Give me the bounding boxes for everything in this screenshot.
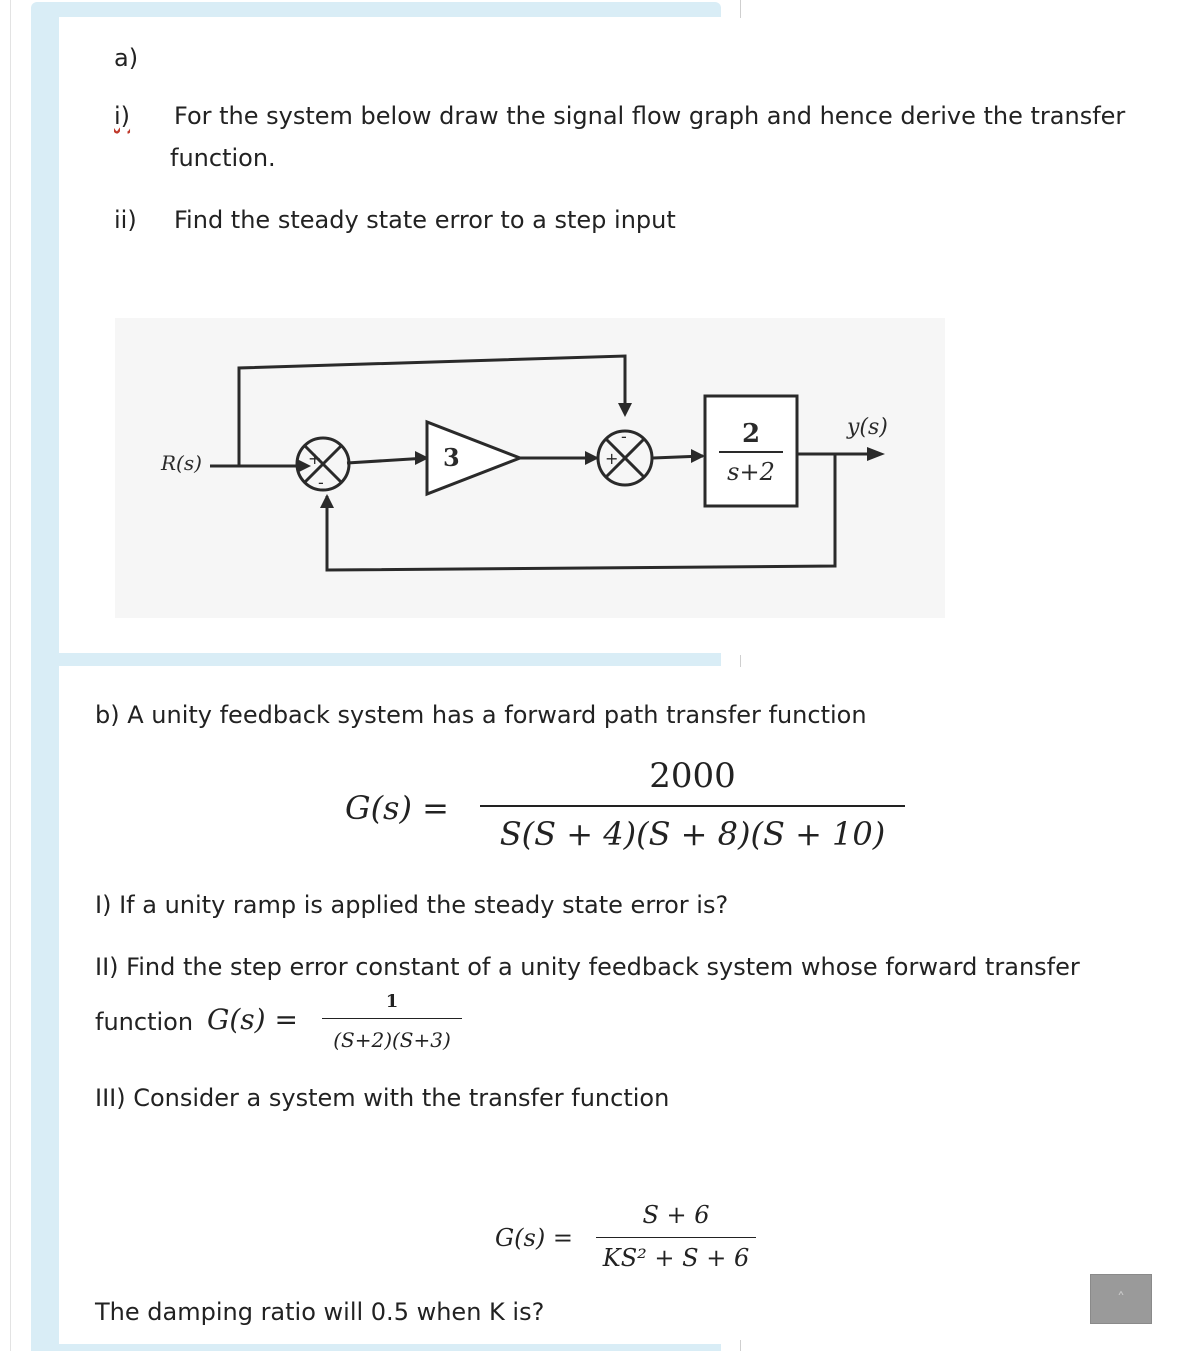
sum1-minus-sign: - (318, 473, 324, 492)
block-diagram (115, 318, 945, 618)
plant-denominator: s+2 (727, 458, 775, 486)
eq1-fraction-bar (480, 805, 905, 807)
eq2-numerator: 1 (385, 991, 399, 1012)
eq3-numerator: S + 6 (642, 1201, 710, 1229)
eq3-denominator: KS² + S + 6 (602, 1244, 750, 1272)
left-border (10, 0, 11, 1351)
item-ii-number: ii) (114, 206, 137, 234)
item-i-number: i) (114, 102, 131, 130)
item-i-line1: For the system below draw the signal flow graph and hence derive the transfer (174, 102, 1126, 130)
question-iii: III) Consider a system with the transfer function (95, 1084, 670, 1112)
eq3-lhs: G(s) = (495, 1224, 573, 1252)
part-b-intro: b) A unity feedback system has a forward path transfer function (95, 701, 867, 729)
output-label: y(s) (847, 415, 888, 440)
scroll-to-top-button[interactable] (1090, 1274, 1152, 1324)
sum2-plus-sign: + (605, 449, 619, 468)
divider-tick (740, 655, 741, 667)
question-ii-prefix: function (95, 1008, 194, 1036)
question-iv: The damping ratio will 0.5 when K is? (95, 1298, 545, 1326)
eq2-denominator: (S+2)(S+3) (333, 1028, 451, 1052)
eq3-fraction-bar (596, 1237, 756, 1238)
divider-tick (740, 0, 741, 18)
eq1-denominator: S(S + 4)(S + 8)(S + 10) (499, 815, 886, 853)
question-ii-line1: II) Find the step error constant of a unity feedback system whose forward transfer (95, 953, 1080, 981)
sum1-plus-sign: + (308, 449, 322, 468)
item-ii-text: Find the steady state error to a step input (174, 206, 676, 234)
eq2-lhs: G(s) = (207, 1003, 298, 1036)
eq1-numerator: 2000 (649, 756, 736, 796)
chevron-up-icon: ˄ (1117, 1289, 1125, 1308)
eq1-lhs: G(s) = (345, 789, 449, 827)
gain-value: 3 (443, 443, 460, 472)
plant-numerator: 2 (741, 419, 761, 449)
diagram-background (115, 318, 945, 618)
eq2-fraction-bar (322, 1018, 462, 1019)
sum2-minus-sign: - (621, 427, 627, 446)
input-label: R(s) (161, 451, 202, 475)
question-i: I) If a unity ramp is applied the steady state error is? (95, 891, 729, 919)
divider-tick (740, 1340, 741, 1351)
part-a-label: a) (114, 44, 139, 72)
item-i-line2: function. (170, 144, 276, 172)
